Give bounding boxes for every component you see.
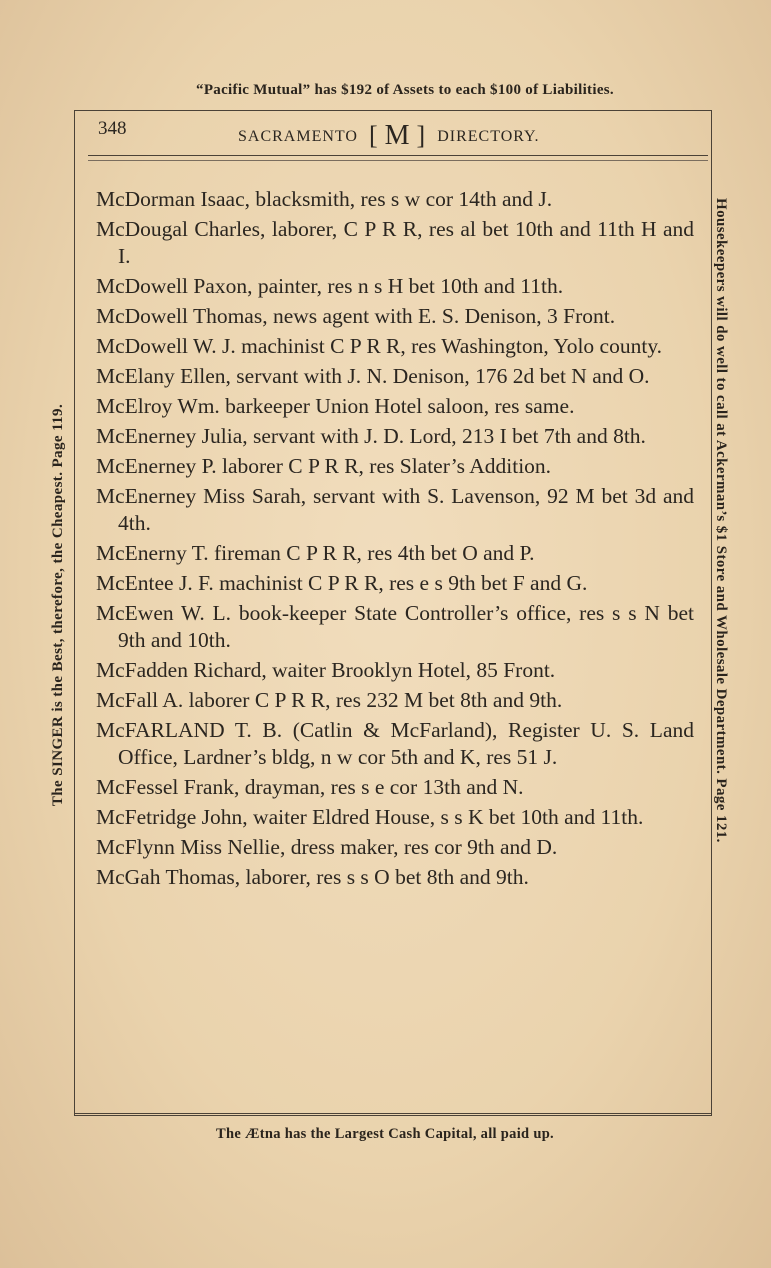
running-head-city: SACRAMENTO xyxy=(238,128,358,145)
directory-entry: McFessel Frank, drayman, res s e cor 13th and N. xyxy=(96,775,524,799)
left-advertisement: The SINGER is the Best, therefore, the Cheapest. Page 119. xyxy=(50,403,66,807)
directory-entry: McFARLAND T. B. (Catlin & McFarland), Register U. S. Land Office, Lardner’s bldg, n w cor 5th and K, res 51 J. xyxy=(96,718,694,769)
directory-entry: McFadden Richard, waiter Brooklyn Hotel, 85 Front. xyxy=(96,658,556,682)
running-head-section: DIRECTORY. xyxy=(437,128,540,145)
bottom-rule xyxy=(74,1113,712,1114)
directory-entry: McFetridge John, waiter Eldred House, s s K bet 10th and 11th. xyxy=(96,805,644,829)
running-head-bracket-open: [ xyxy=(368,121,379,150)
running-head-letter: M xyxy=(384,120,411,151)
directory-entry: McEntee J. F. machinist C P R R, res e s 9th bet F and G. xyxy=(96,571,588,595)
directory-entry: McFlynn Miss Nellie, dress maker, res cor 9th and D. xyxy=(96,835,558,859)
page-number: 348 xyxy=(98,118,127,139)
directory-entry: McDougal Charles, laborer, C P R R, res al bet 10th and 11th H and I. xyxy=(96,217,694,268)
right-advertisement: Housekeepers will do well to call at Ackerman’s $1 Store and Wholesale Department. Page 121. xyxy=(713,198,729,843)
top-advertisement: “Pacific Mutual” has $192 of Assets to each $100 of Liabilities. xyxy=(196,82,614,98)
directory-entry: McFall A. laborer C P R R, res 232 M bet 8th and 9th. xyxy=(96,688,563,712)
header-rule xyxy=(88,155,708,156)
directory-entries xyxy=(96,186,694,894)
directory-entry: McDorman Isaac, blacksmith, res s w cor 14th and J. xyxy=(96,187,553,211)
directory-entry: McElany Ellen, servant with J. N. Denison, 176 2d bet N and O. xyxy=(96,364,650,388)
running-head xyxy=(238,120,578,152)
directory-entry: McEwen W. L. book-keeper State Controller’s office, res s s N bet 9th and 10th. xyxy=(96,601,694,652)
directory-entry: McDowell W. J. machinist C P R R, res Washington, Yolo county. xyxy=(96,334,663,358)
directory-entry: McEnerney Julia, servant with J. D. Lord, 213 I bet 7th and 8th. xyxy=(96,424,646,448)
bottom-advertisement: The Ætna has the Largest Cash Capital, all paid up. xyxy=(216,1126,554,1142)
header-rule-thin xyxy=(88,160,708,161)
directory-entry: McEnerney Miss Sarah, servant with S. Lavenson, 92 M bet 3d and 4th. xyxy=(96,484,694,535)
directory-entry: McDowell Thomas, news agent with E. S. Denison, 3 Front. xyxy=(96,304,616,328)
directory-entry: McEnerney P. laborer C P R R, res Slater’s Addition. xyxy=(96,454,552,478)
directory-entry: McDowell Paxon, painter, res n s H bet 10th and 11th. xyxy=(96,274,564,298)
directory-entry: McGah Thomas, laborer, res s s O bet 8th and 9th. xyxy=(96,865,529,889)
directory-entry: McEnerny T. fireman C P R R, res 4th bet O and P. xyxy=(96,541,535,565)
running-head-bracket-close: ] xyxy=(416,121,427,150)
directory-entry: McElroy Wm. barkeeper Union Hotel saloon, res same. xyxy=(96,394,575,418)
